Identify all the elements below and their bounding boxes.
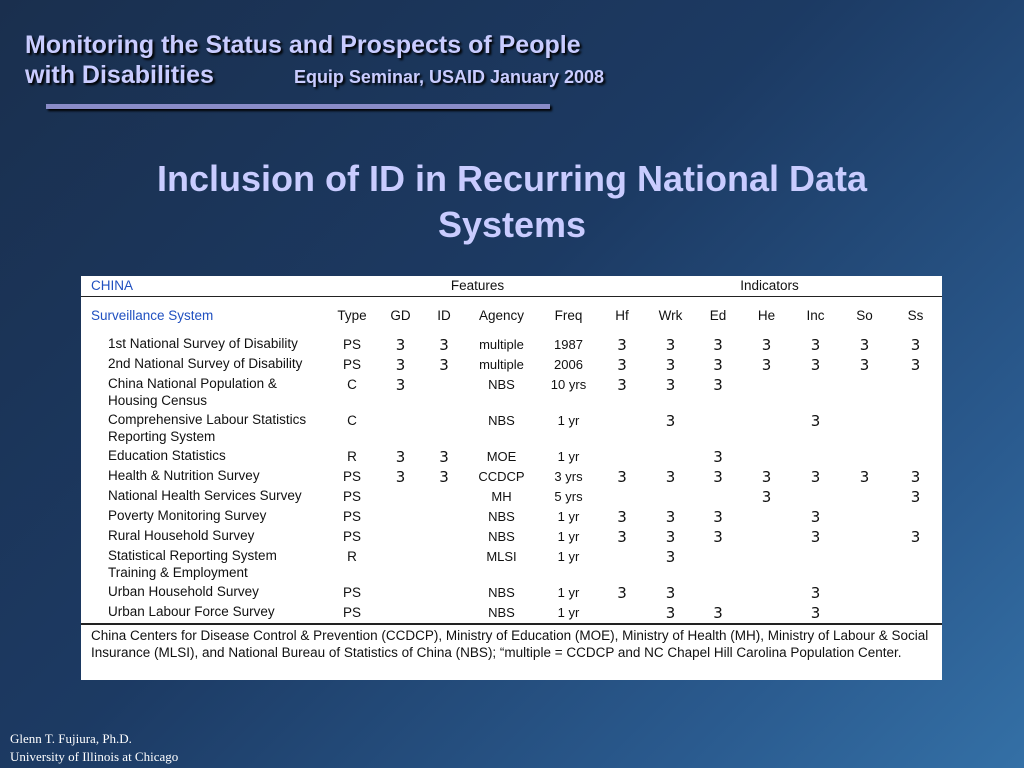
- table-footnote: China Centers for Disease Control & Prevention (CCDCP), Ministry of Education (MOE), Ministry of Health (MH), Ministry of Labour & Social Insurance (MLSI), and National Bureau of Statistics of China (NBS); “multiple = CCDCP and NC Chapel Hill Carolina Population Center.: [81, 624, 942, 661]
- cell-hf: [597, 487, 647, 507]
- cell-agency: NBS: [488, 605, 515, 620]
- features-group-label: Features: [328, 276, 597, 297]
- system-name-cell: Comprehensive Labour Statistics Reporting System: [108, 412, 307, 444]
- cell-agency: MOE: [486, 449, 517, 464]
- cell-so: 3: [859, 336, 870, 354]
- cell-ed: 3: [713, 508, 723, 526]
- cell-ed: 3: [713, 468, 723, 486]
- cell-he: [742, 411, 791, 447]
- cell-so: [840, 603, 889, 624]
- cell-type: PS: [342, 337, 361, 352]
- system-name-cell: Poverty Monitoring Survey: [108, 508, 267, 523]
- cell-gd: 3: [395, 376, 406, 394]
- cell-gd: 3: [395, 448, 406, 466]
- col-header-freq: Freq: [554, 308, 583, 323]
- cell-id: [425, 375, 463, 411]
- cell-type: R: [347, 449, 357, 464]
- table-row: [81, 547, 942, 583]
- cell-hf: 3: [617, 468, 627, 486]
- cell-gd: 3: [395, 336, 406, 354]
- table-row: [81, 467, 942, 487]
- cell-hf: [597, 603, 647, 624]
- system-name-cell: China National Population & Housing Census: [108, 376, 277, 408]
- cell-agency: NBS: [488, 413, 515, 428]
- cell-freq: 10 yrs: [550, 377, 587, 392]
- system-name-cell: 2nd National Survey of Disability: [108, 356, 303, 371]
- system-name-cell: Urban Household Survey: [108, 584, 259, 599]
- cell-hf: 3: [617, 508, 627, 526]
- table-body: [81, 335, 942, 624]
- cell-wrk: 3: [665, 412, 676, 430]
- table-row: [81, 335, 942, 355]
- cell-hf: 3: [617, 356, 627, 374]
- cell-gd: [376, 411, 425, 447]
- cell-id: [425, 507, 463, 527]
- cell-wrk: [647, 447, 694, 467]
- cell-hf: [597, 547, 647, 583]
- cell-type: PS: [342, 585, 361, 600]
- cell-inc: 3: [810, 468, 821, 486]
- table-row: [81, 375, 942, 411]
- cell-ed: 3: [713, 336, 723, 354]
- data-systems-table-container: [81, 276, 942, 680]
- cell-gd: [376, 487, 425, 507]
- cell-freq: 3 yrs: [554, 469, 583, 484]
- system-name-cell: Health & Nutrition Survey: [108, 468, 260, 483]
- cell-agency: NBS: [488, 377, 515, 392]
- cell-gd: [376, 547, 425, 583]
- cell-ed: [694, 547, 742, 583]
- table-row: [81, 507, 942, 527]
- col-header-wrk: Wrk: [658, 308, 683, 323]
- country-label: CHINA: [81, 276, 328, 297]
- cell-id: [425, 583, 463, 603]
- system-name-cell: Statistical Reporting System Training & Employment: [108, 548, 277, 580]
- table-row: [81, 583, 942, 603]
- cell-so: 3: [859, 356, 870, 374]
- slide-header: [25, 30, 604, 92]
- cell-freq: 1987: [554, 337, 583, 352]
- cell-so: [840, 547, 889, 583]
- header-subtitle: Equip Seminar, USAID January 2008: [293, 67, 605, 87]
- system-name-cell: Education Statistics: [108, 448, 226, 463]
- cell-wrk: 3: [665, 376, 676, 394]
- cell-gd: [376, 583, 425, 603]
- cell-inc: [791, 447, 840, 467]
- table-row: [81, 527, 942, 547]
- cell-so: [840, 447, 889, 467]
- col-header-so: So: [856, 308, 873, 323]
- cell-ed: 3: [713, 376, 723, 394]
- cell-ed: [694, 411, 742, 447]
- cell-ss: 3: [910, 468, 921, 486]
- cell-id: [425, 527, 463, 547]
- cell-type: PS: [342, 469, 361, 484]
- cell-so: [840, 411, 889, 447]
- cell-wrk: [647, 487, 694, 507]
- cell-freq: 1 yr: [557, 449, 580, 464]
- col-header-he: He: [757, 308, 776, 323]
- table-row: [81, 355, 942, 375]
- system-name-cell: Urban Labour Force Survey: [108, 604, 275, 619]
- system-name-cell: Rural Household Survey: [108, 528, 255, 543]
- col-header-type: Type: [337, 308, 367, 323]
- cell-ed: 3: [713, 604, 723, 622]
- cell-inc: 3: [810, 412, 821, 430]
- cell-id: [425, 487, 463, 507]
- cell-inc: 3: [810, 356, 821, 374]
- cell-wrk: 3: [665, 548, 676, 566]
- cell-he: [742, 507, 791, 527]
- system-name-cell: 1st National Survey of Disability: [108, 336, 298, 351]
- system-column-header: Surveillance System: [91, 308, 214, 323]
- cell-freq: 1 yr: [557, 585, 580, 600]
- cell-id: 3: [439, 468, 449, 486]
- cell-so: [840, 527, 889, 547]
- cell-he: [742, 447, 791, 467]
- cell-so: [840, 375, 889, 411]
- cell-ed: 3: [713, 528, 723, 546]
- cell-agency: multiple: [479, 337, 524, 352]
- cell-gd: [376, 603, 425, 624]
- col-header-inc: Inc: [806, 308, 825, 323]
- cell-inc: [791, 547, 840, 583]
- cell-ed: [694, 487, 742, 507]
- cell-freq: 1 yr: [557, 413, 580, 428]
- cell-ss: [889, 375, 942, 411]
- cell-agency: multiple: [479, 357, 524, 372]
- col-header-id: ID: [437, 308, 451, 323]
- data-systems-table: [81, 276, 942, 661]
- cell-ss: 3: [910, 356, 921, 374]
- cell-ss: 3: [910, 528, 921, 546]
- cell-he: [742, 375, 791, 411]
- indicators-group-label: Indicators: [597, 276, 942, 297]
- cell-agency: MH: [491, 489, 512, 504]
- cell-freq: 1 yr: [557, 509, 580, 524]
- cell-he: [742, 583, 791, 603]
- cell-inc: 3: [810, 336, 821, 354]
- cell-hf: 3: [617, 376, 627, 394]
- cell-type: R: [347, 549, 357, 564]
- cell-agency: MLSI: [486, 549, 517, 564]
- cell-gd: [376, 527, 425, 547]
- cell-type: PS: [342, 605, 361, 620]
- cell-freq: 1 yr: [557, 549, 580, 564]
- cell-agency: NBS: [488, 529, 515, 544]
- group-header-row: [81, 276, 942, 297]
- cell-ss: [889, 507, 942, 527]
- author-affiliation: University of Illinois at Chicago: [10, 749, 179, 764]
- cell-hf: 3: [617, 584, 627, 602]
- cell-inc: [791, 487, 840, 507]
- cell-freq: 5 yrs: [554, 489, 583, 504]
- table-row: [81, 411, 942, 447]
- cell-ss: 3: [910, 336, 921, 354]
- cell-freq: 2006: [554, 357, 583, 372]
- table-row: [81, 603, 942, 624]
- cell-ss: [889, 447, 942, 467]
- header-line-1: Monitoring the Status and Prospects of People: [25, 31, 581, 59]
- cell-wrk: 3: [665, 508, 676, 526]
- cell-agency: CCDCP: [478, 469, 525, 484]
- cell-ss: [889, 411, 942, 447]
- slide-title: Inclusion of ID in Recurring National Data Systems: [156, 158, 868, 245]
- col-header-ss: Ss: [907, 308, 924, 323]
- cell-id: [425, 547, 463, 583]
- cell-wrk: 3: [665, 468, 676, 486]
- cell-hf: [597, 411, 647, 447]
- cell-wrk: 3: [665, 336, 676, 354]
- header-line-2-text: with Disabilities: [25, 61, 214, 89]
- cell-id: 3: [439, 356, 449, 374]
- cell-ss: [889, 583, 942, 603]
- cell-hf: [597, 447, 647, 467]
- column-header-row: [81, 297, 942, 336]
- col-header-ed: Ed: [709, 308, 727, 323]
- cell-gd: 3: [395, 468, 406, 486]
- cell-inc: 3: [810, 528, 821, 546]
- cell-he: 3: [761, 356, 772, 374]
- cell-he: 3: [761, 468, 772, 486]
- cell-hf: 3: [617, 336, 627, 354]
- footnote-row: [81, 624, 942, 661]
- cell-type: PS: [342, 529, 361, 544]
- cell-inc: 3: [810, 604, 821, 622]
- cell-type: PS: [342, 509, 361, 524]
- cell-id: 3: [439, 448, 449, 466]
- cell-ed: 3: [713, 356, 723, 374]
- cell-he: [742, 527, 791, 547]
- cell-agency: NBS: [488, 509, 515, 524]
- cell-inc: [791, 375, 840, 411]
- system-name-cell: National Health Services Survey: [108, 488, 302, 503]
- cell-id: [425, 411, 463, 447]
- cell-he: 3: [761, 336, 772, 354]
- cell-inc: 3: [810, 508, 821, 526]
- slide-footer: [10, 730, 178, 766]
- cell-inc: 3: [810, 584, 821, 602]
- cell-type: C: [347, 413, 357, 428]
- cell-wrk: 3: [665, 356, 676, 374]
- header-divider: [46, 104, 550, 109]
- cell-gd: [376, 507, 425, 527]
- cell-he: [742, 547, 791, 583]
- col-header-gd: GD: [390, 308, 411, 323]
- author-name: Glenn T. Fujiura, Ph.D.: [10, 731, 132, 746]
- header-line-2: [25, 60, 604, 92]
- cell-ed: 3: [713, 448, 723, 466]
- cell-wrk: 3: [665, 528, 676, 546]
- cell-so: [840, 583, 889, 603]
- table-row: [81, 447, 942, 467]
- cell-ed: [694, 583, 742, 603]
- cell-id: [425, 603, 463, 624]
- cell-gd: 3: [395, 356, 406, 374]
- cell-so: 3: [859, 468, 870, 486]
- cell-freq: 1 yr: [557, 605, 580, 620]
- cell-type: C: [347, 377, 357, 392]
- cell-so: [840, 507, 889, 527]
- cell-freq: 1 yr: [557, 529, 580, 544]
- cell-ss: [889, 547, 942, 583]
- cell-he: 3: [761, 488, 772, 506]
- cell-type: PS: [342, 357, 361, 372]
- cell-he: [742, 603, 791, 624]
- cell-agency: NBS: [488, 585, 515, 600]
- cell-ss: 3: [910, 488, 921, 506]
- col-header-agency: Agency: [478, 308, 525, 323]
- cell-wrk: 3: [665, 604, 676, 622]
- cell-hf: 3: [617, 528, 627, 546]
- col-header-hf: Hf: [615, 308, 629, 323]
- cell-so: [840, 487, 889, 507]
- cell-wrk: 3: [665, 584, 676, 602]
- table-row: [81, 487, 942, 507]
- cell-type: PS: [342, 489, 361, 504]
- cell-id: 3: [439, 336, 449, 354]
- cell-ss: [889, 603, 942, 624]
